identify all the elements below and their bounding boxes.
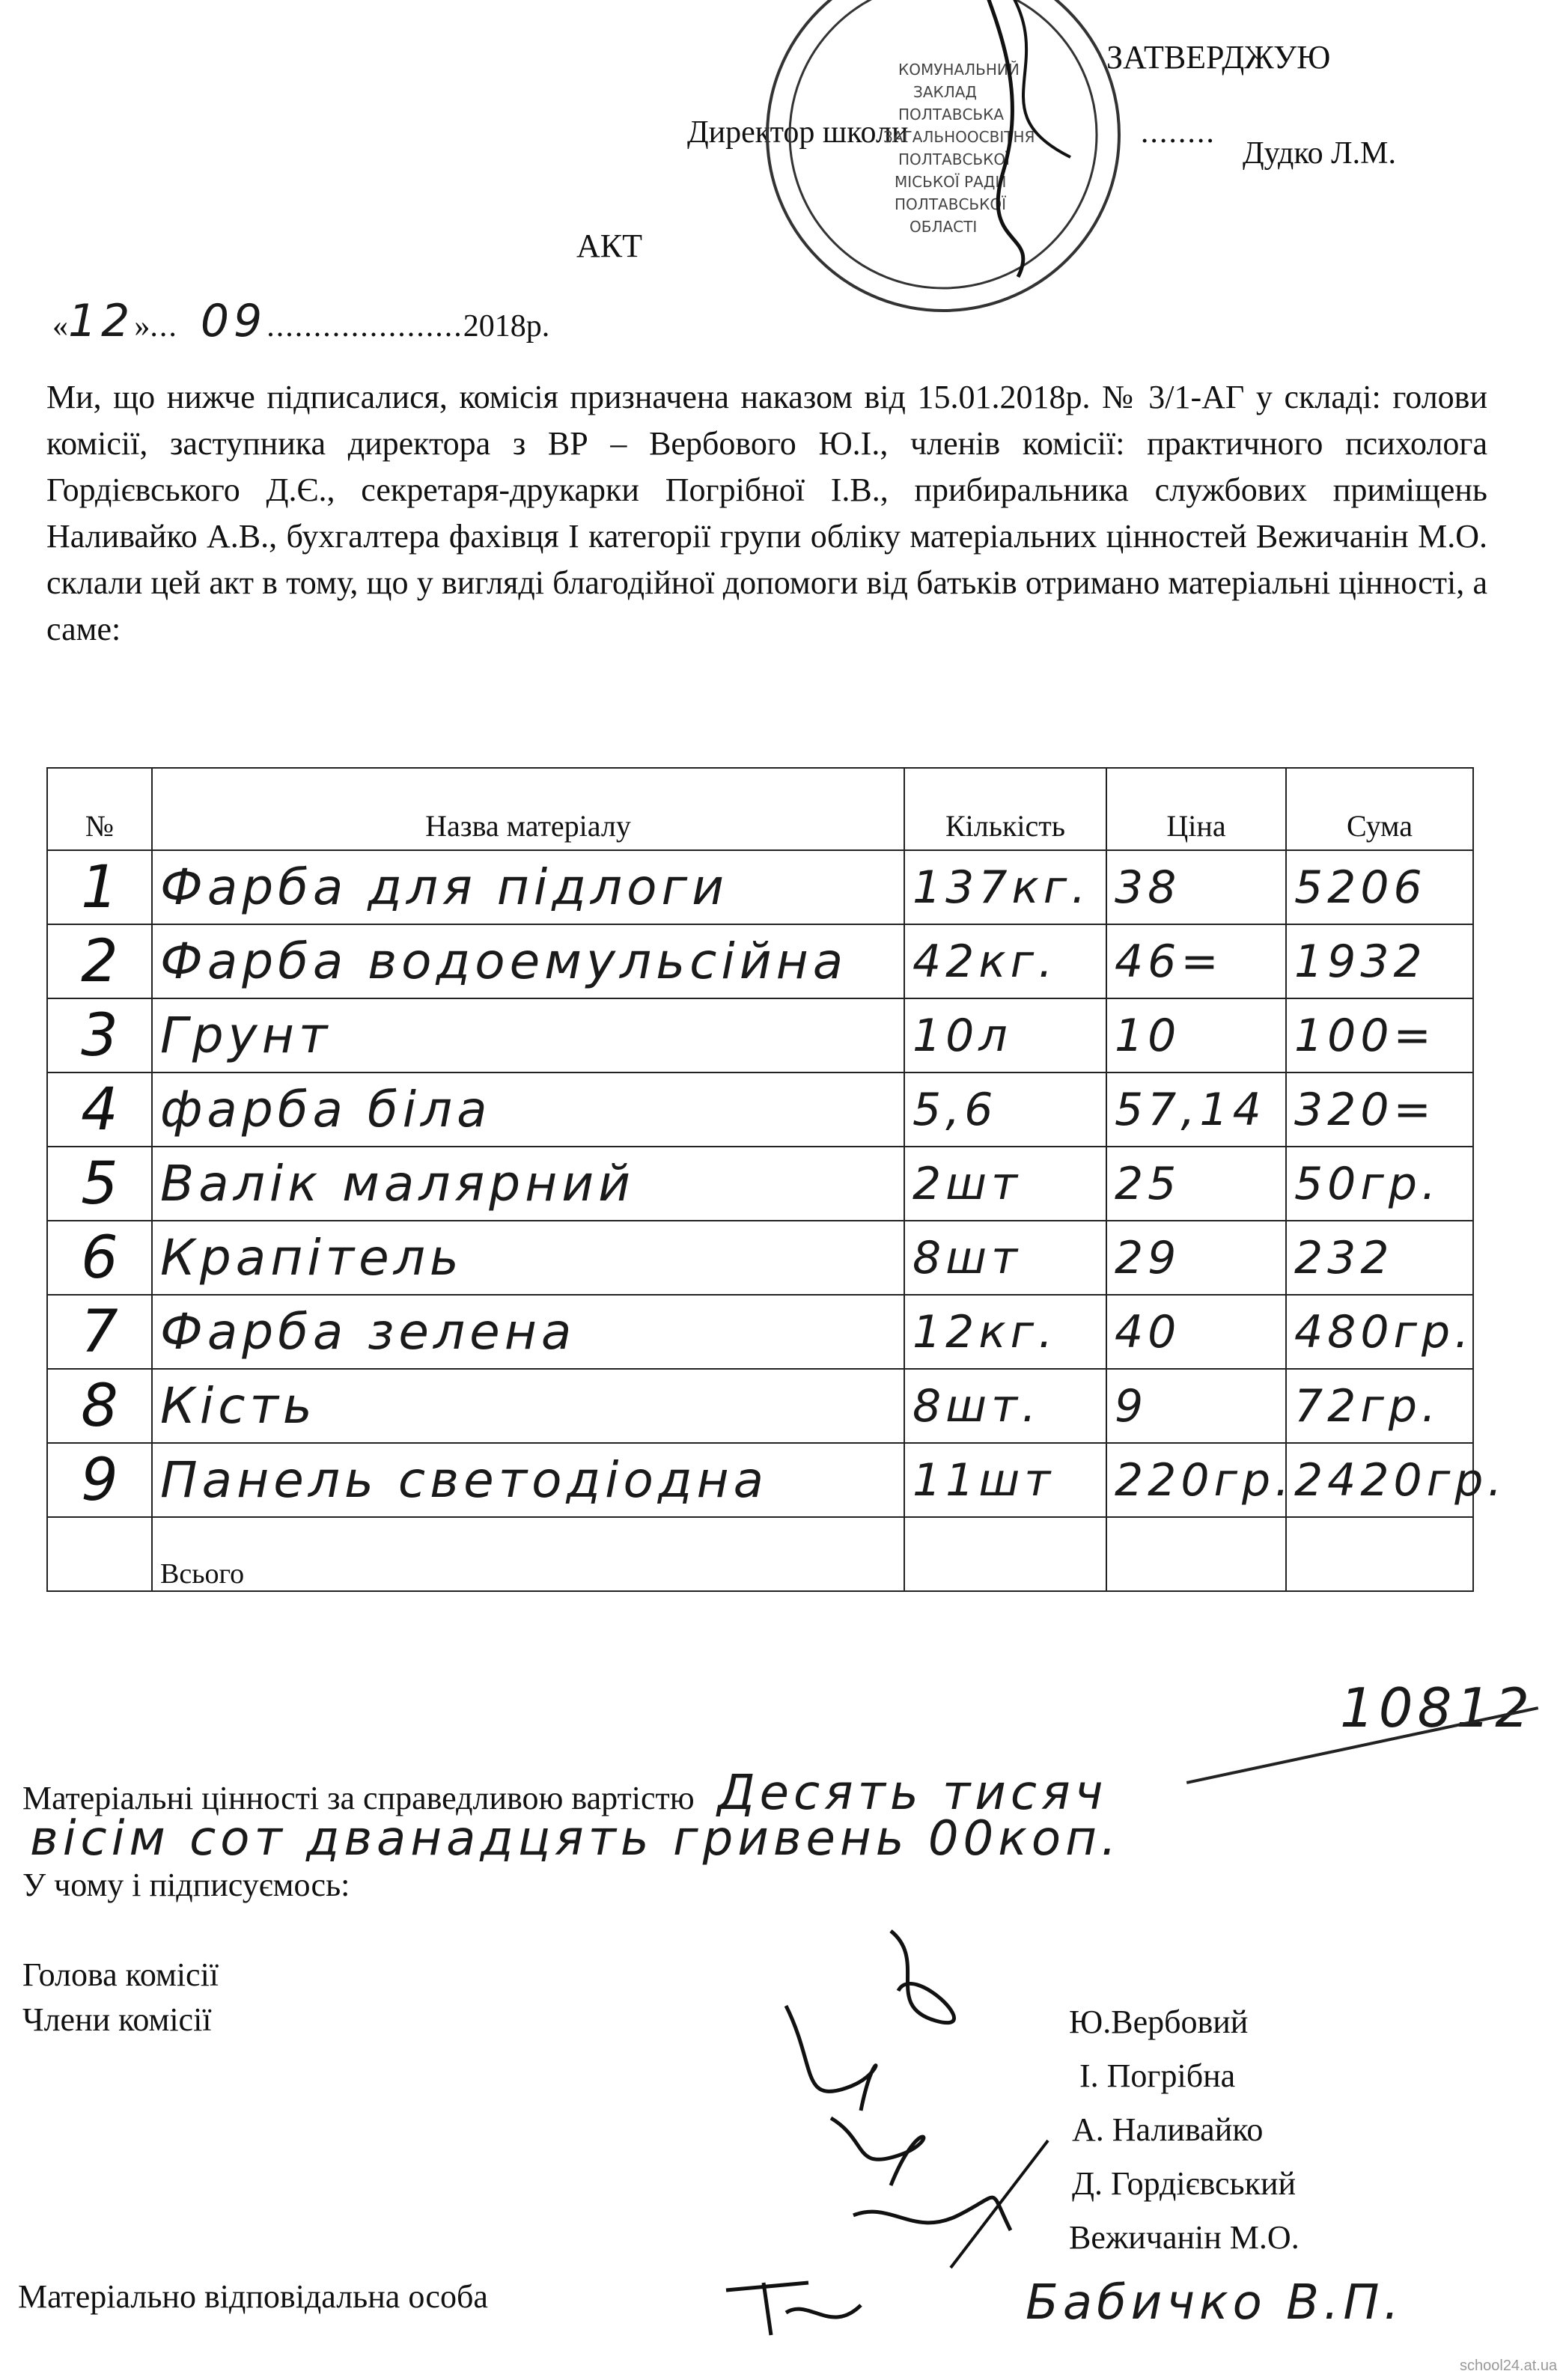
row-number: 1: [47, 850, 152, 924]
table-row: [47, 1147, 1473, 1221]
date-month: 09: [200, 295, 267, 347]
table-row: [47, 1443, 1473, 1517]
svg-text:ОБЛАСТІ: ОБЛАСТІ: [910, 218, 978, 236]
item-sum: 50гр.: [1286, 1147, 1473, 1221]
total-sum-cell: [1286, 1517, 1473, 1591]
item-quantity: 8шт: [904, 1221, 1106, 1295]
item-name: Кість: [152, 1369, 904, 1443]
row-number: 3: [47, 998, 152, 1072]
item-quantity: 12кг.: [904, 1295, 1106, 1369]
item-sum: 5206: [1286, 850, 1473, 924]
director-name: Дудко Л.М.: [1243, 136, 1396, 171]
date-close-quote: »: [134, 309, 150, 344]
item-price: 220гр.: [1106, 1443, 1286, 1517]
member-name: А. Наливайко: [1072, 2111, 1264, 2148]
act-body-text: Ми, що нижче підписалися, комісія призначена наказом від 15.01.2018р. № 3/1-АГ у складі: голови комісії, заступника директора з ВР – Вербового Ю.І., членів комісії: практичного психолога Гордієвського Д.Є., секретаря-друкарки Погрібної І.В., прибиральника службових приміщень Наливайко А.В., бухгалтера фахівця І категорії групи обліку матеріальних цінностей Вежичанін М.О. склали цей акт в тому, що у вигляді благодійної допомоги від батьків отримано матеріальні цінності, а саме:: [46, 379, 1487, 647]
item-sum: 2420гр.: [1286, 1443, 1473, 1517]
item-sum: 100=: [1286, 998, 1473, 1072]
total-label: Всього: [152, 1517, 904, 1591]
table-header-row: [47, 768, 1473, 850]
table-row: [47, 1072, 1473, 1147]
official-stamp: [756, 0, 1130, 322]
member-name: Вежичанін М.О.: [1069, 2219, 1300, 2256]
doc-title: АКТ: [576, 228, 642, 264]
table-row: [47, 1369, 1473, 1443]
item-quantity: 11шт: [904, 1443, 1106, 1517]
svg-text:ПОЛТАВСЬКОЇ: ПОЛТАВСЬКОЇ: [895, 195, 1006, 213]
responsible-label: Матеріально відповідальна особа: [18, 2278, 488, 2315]
table-row: [47, 1221, 1473, 1295]
row-number: 6: [47, 1221, 152, 1295]
header-sum: Сума: [1286, 768, 1473, 850]
item-price: 25: [1106, 1147, 1286, 1221]
item-sum: 232: [1286, 1221, 1473, 1295]
item-price: 57,14: [1106, 1072, 1286, 1147]
item-quantity: 2шт: [904, 1147, 1106, 1221]
date-dots-2: .....................: [266, 309, 463, 344]
item-price: 38: [1106, 850, 1286, 924]
value-words-2: вісім сот дванадцять гривень 00коп.: [30, 1811, 1121, 1867]
member-name: І. Погрібна: [1079, 2057, 1236, 2094]
total-price-cell: [1106, 1517, 1286, 1591]
members-label: Члени комісії: [22, 2001, 212, 2038]
row-number: 4: [47, 1072, 152, 1147]
items-table: [46, 767, 1507, 1592]
row-number: 2: [47, 924, 152, 998]
member-name: Ю.Вербовий: [1069, 2004, 1249, 2040]
approve-heading: ЗАТВЕРДЖУЮ: [1106, 39, 1331, 76]
item-name: Фарба для підлоги: [152, 850, 904, 924]
item-name: фарба біла: [152, 1072, 904, 1147]
item-price: 46=: [1106, 924, 1286, 998]
item-price: 40: [1106, 1295, 1286, 1369]
item-quantity: 5,6: [904, 1072, 1106, 1147]
date-open-quote: «: [52, 309, 68, 344]
item-price: 9: [1106, 1369, 1286, 1443]
table-row: [47, 1295, 1473, 1369]
table-row: [47, 850, 1473, 924]
item-name: Фарба зелена: [152, 1295, 904, 1369]
svg-text:МІСЬКОЇ РАДИ: МІСЬКОЇ РАДИ: [895, 173, 1007, 191]
date-day: 12: [68, 295, 135, 347]
commission-signatures: [764, 1916, 1078, 2268]
row-number: 8: [47, 1369, 152, 1443]
director-dots: ........: [1140, 115, 1216, 150]
item-sum: 1932: [1286, 924, 1473, 998]
item-price: 10: [1106, 998, 1286, 1072]
item-name: Грунт: [152, 998, 904, 1072]
value-label: Матеріальні цінності за справедливою вартістю: [22, 1780, 695, 1816]
table-row: [47, 998, 1473, 1072]
svg-text:ЗАКЛАД: ЗАКЛАД: [913, 83, 978, 101]
svg-text:ЗАГАЛЬНООСВІТНЯ: ЗАГАЛЬНООСВІТНЯ: [883, 128, 1035, 146]
sign-intro: У чому і підписуємось:: [22, 1867, 350, 1903]
doc-date: [52, 292, 549, 350]
responsible-name: Бабичко В.П.: [1026, 2275, 1404, 2331]
item-name: Панель светодіодна: [152, 1443, 904, 1517]
item-sum: 480гр.: [1286, 1295, 1473, 1369]
value-words-1: Десять тисяч: [717, 1766, 1108, 1821]
header-qty: Кількість: [904, 768, 1106, 850]
item-sum: 320=: [1286, 1072, 1473, 1147]
svg-text:ПОЛТАВСЬКА: ПОЛТАВСЬКА: [898, 106, 1005, 123]
row-number: 5: [47, 1147, 152, 1221]
date-dots-1: ...: [150, 309, 178, 344]
item-sum: 72гр.: [1286, 1369, 1473, 1443]
director-label: Директор школи: [687, 115, 909, 150]
item-quantity: 42кг.: [904, 924, 1106, 998]
item-quantity: 137кг.: [904, 850, 1106, 924]
watermark: school24.at.ua: [1460, 2358, 1558, 2374]
item-name: Фарба водоемульсійна: [152, 924, 904, 998]
item-quantity: 10л: [904, 998, 1106, 1072]
svg-text:КОМУНАЛЬНИЙ: КОМУНАЛЬНИЙ: [898, 61, 1020, 79]
head-label: Голова комісії: [22, 1956, 219, 1993]
item-name: Валік малярний: [152, 1147, 904, 1221]
item-price: 29: [1106, 1221, 1286, 1295]
total-num-cell: [47, 1517, 152, 1591]
responsible-signature: [719, 2268, 868, 2350]
member-name: Д. Гордієвський: [1072, 2165, 1297, 2202]
header-num: №: [47, 768, 152, 850]
header-price: Ціна: [1106, 768, 1286, 850]
member-names: [1069, 1995, 1300, 2265]
date-year: 2018р.: [463, 309, 550, 344]
item-quantity: 8шт.: [904, 1369, 1106, 1443]
header-name: Назва матеріалу: [152, 768, 904, 850]
table-row: [47, 924, 1473, 998]
item-name: Крапітель: [152, 1221, 904, 1295]
row-number: 7: [47, 1295, 152, 1369]
svg-text:ПОЛТАВСЬКОЇ: ПОЛТАВСЬКОЇ: [898, 150, 1010, 168]
total-qty-cell: [904, 1517, 1106, 1591]
row-number: 9: [47, 1443, 152, 1517]
table-total-row: [47, 1517, 1473, 1591]
total-value: 10812: [1340, 1676, 1535, 1739]
